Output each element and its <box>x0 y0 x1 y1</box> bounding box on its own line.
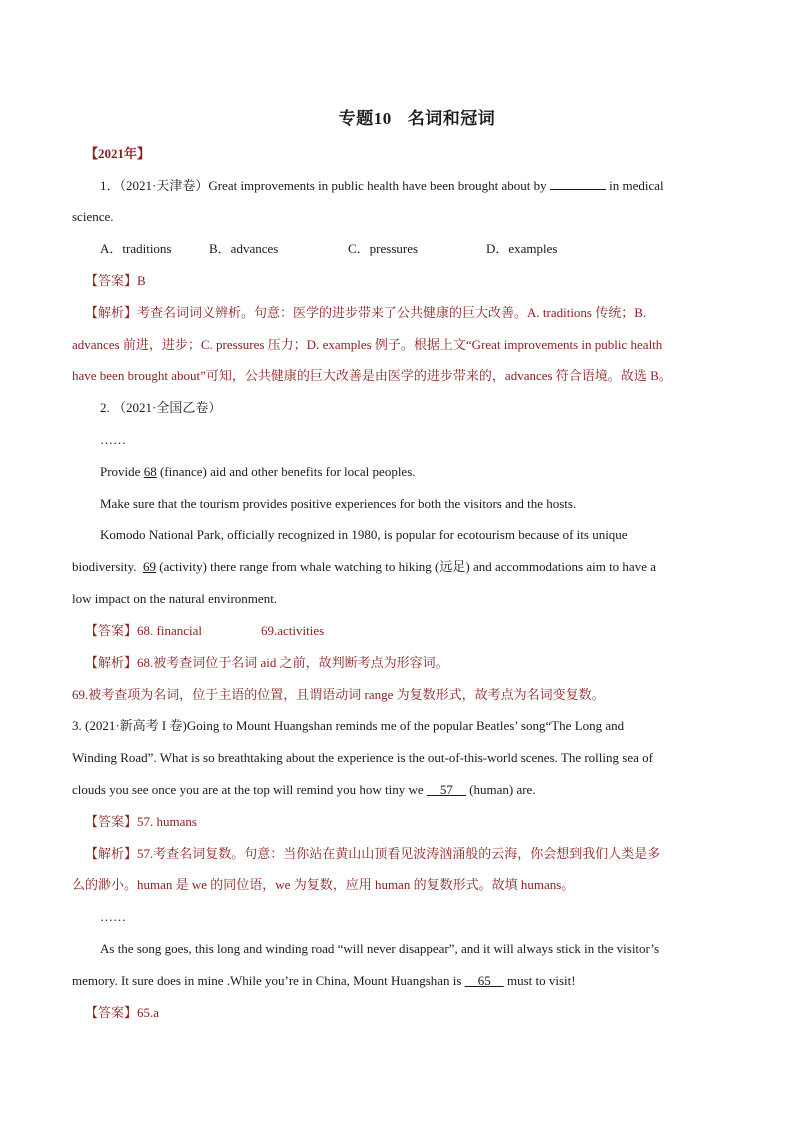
q1-answer: 【答案】B <box>85 273 146 288</box>
q3-line3 <box>72 781 536 799</box>
q1-analysis-2: advances 前进，进步；C. pressures 压力；D. examples 例子。根据上文“Great improvements in public health <box>72 337 663 352</box>
q1-option-a: A．traditions <box>100 241 172 256</box>
q3-ellipsis: …… <box>100 909 126 924</box>
q3-line2: Winding Road”. What is so breathtaking about the experience is the out-of-this-world scenes. The rolling sea of <box>72 750 653 765</box>
q2-p5: low impact on the natural environment. <box>72 591 278 606</box>
q3-line1: 3. (2021·新高考 I 卷)Going to Mount Huangshan reminds me of the popular Beatles’ song“The Long and <box>72 718 625 733</box>
q3-blank-57 <box>427 782 466 797</box>
section-year: 【2021年】 <box>85 146 151 161</box>
q3-answer: 【答案】57. humans <box>85 814 197 829</box>
q1-text-a: 1．（2021·天津卷）Great improvements in public health have been brought about by <box>100 178 547 193</box>
q3-analysis-2: 么的渺小。human 是 we 的同位语，we 为复数，应用 human 的复数形式。故填 humans。 <box>72 877 575 892</box>
q2-blank-68: 68 <box>143 464 157 479</box>
title-topic: 专题10 <box>338 109 392 128</box>
q1-option-c: C．pressures <box>348 241 419 256</box>
q2-p2: Make sure that the tourism provides positive experiences for both the visitors and the hosts. <box>100 496 577 511</box>
q2-answer-68: 【答案】68. financial <box>85 623 202 638</box>
q2-p4-a: biodiversity. <box>72 559 137 574</box>
q1-analysis-1: 【解析】考查名词词义辨析。句意：医学的进步带来了公共健康的巨大改善。A. traditions 传统；B. <box>85 305 647 320</box>
q2-ellipsis: …… <box>100 432 126 447</box>
q3-line3-b: (human) are. <box>469 782 536 797</box>
q2-p1-a: Provide <box>100 464 141 479</box>
q2-p1-b: (finance) aid and other benefits for local peoples. <box>159 464 416 479</box>
q1-line2: science. <box>72 209 114 224</box>
q3-blank-65-num: 65 <box>477 973 491 988</box>
q2-analysis-1: 【解析】68.被考查词位于名词 aid 之前，故判断考点为形容词。 <box>85 655 449 670</box>
q2-heading: 2. （2021·全国乙卷） <box>100 400 222 415</box>
q1-option-b: B．advances <box>209 241 279 256</box>
q1-analysis-3: have been brought about”可知，公共健康的巨大改善是由医学的进步带来的，advances 符合语境。故选 B。 <box>72 368 672 383</box>
q2-p3: Komodo National Park, officially recognized in 1980, is popular for ecotourism because of its unique <box>100 527 628 542</box>
q2-analysis-2: 69.被考查项为名词，位于主语的位置，且谓语动词 range 为复数形式，故考点为名词变复数。 <box>72 687 605 702</box>
q2-p4-b: (activity) there range from whale watching to hiking (远足) and accommodations aim to have a <box>159 559 656 574</box>
q2-p1 <box>100 463 416 481</box>
q2-p4 <box>72 558 656 576</box>
q1-line1 <box>100 177 664 195</box>
q3-blank-57-num: 57 <box>439 782 453 797</box>
q1-blank <box>550 177 606 190</box>
q3-line5-a: memory. It sure does in mine .While you’re in China, Mount Huangshan is <box>72 973 462 988</box>
q3-blank-65 <box>465 973 504 988</box>
q3-line5 <box>72 972 576 990</box>
title-subject: 名词和冠词 <box>407 109 496 128</box>
q2-blank-69: 69 <box>143 559 157 574</box>
q2-answer-69: 69.activities <box>261 623 325 638</box>
page-title <box>0 104 794 129</box>
q3-line4: As the song goes, this long and winding road “will never disappear”, and it will always stick in the visitor’s <box>100 941 660 956</box>
q1-option-d: D．examples <box>486 241 558 256</box>
q3-analysis-1: 【解析】57.考查名词复数。句意：当你站在黄山山顶看见波涛汹涌般的云海，你会想到我们人类是多 <box>85 846 661 861</box>
q1-text-b: in medical <box>609 178 664 193</box>
q3-line3-a: clouds you see once you are at the top will remind you how tiny we <box>72 782 424 797</box>
q3-answer-65: 【答案】65.a <box>85 1005 160 1020</box>
q3-line5-b: must to visit! <box>506 973 576 988</box>
